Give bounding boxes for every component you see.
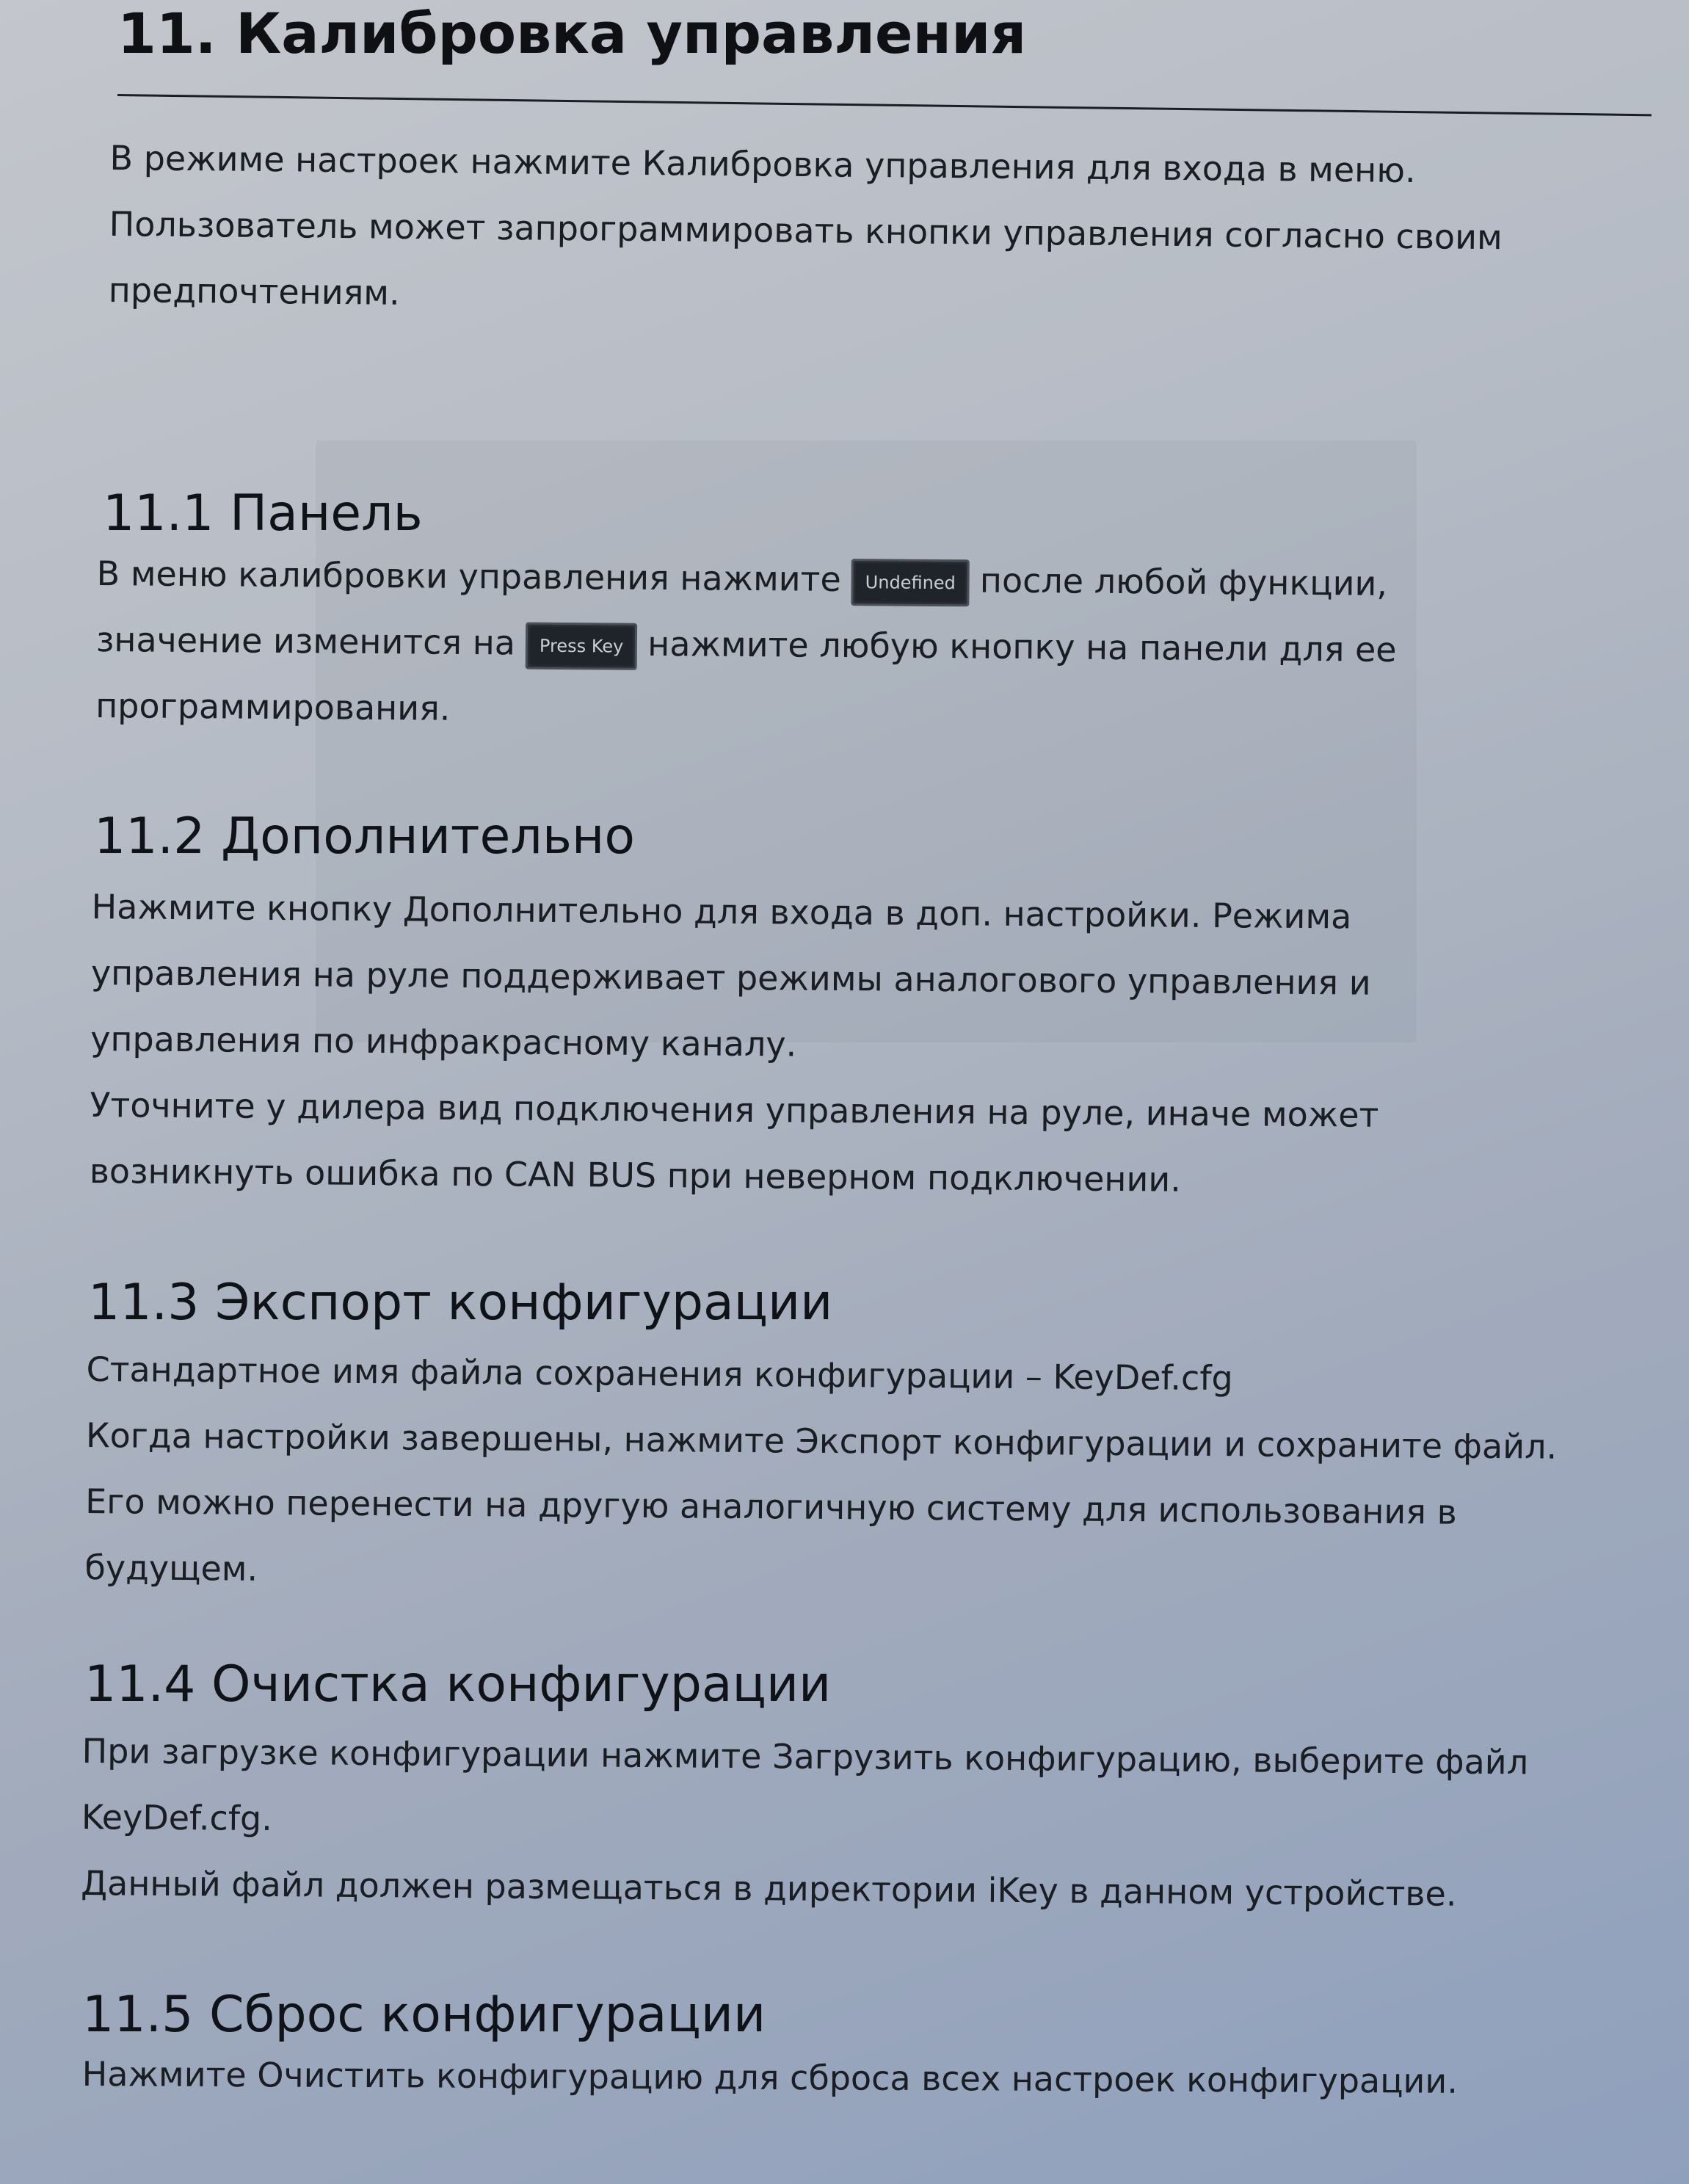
- intro-line: Пользователь может запрограммировать кнопки управления согласно своим: [109, 203, 1503, 258]
- body-line: Данный файл должен размещаться в директории iKey в данном устройстве.: [81, 1862, 1457, 1914]
- section-body-advanced: [89, 874, 1632, 1216]
- section-heading-advanced: 11.2 Дополнительно: [94, 808, 635, 866]
- body-line: [96, 606, 1638, 684]
- intro-paragraph: [108, 125, 1651, 338]
- intro-line: В режиме настроек нажмите Калибровка управления для входа в меню.: [109, 137, 1416, 191]
- body-line: программирования.: [95, 685, 451, 728]
- body-line: Когда настройки завершены, нажмите Экспорт конфигурации и сохраните файл.: [85, 1415, 1558, 1467]
- body-line: KeyDef.cfg.: [81, 1796, 273, 1839]
- section-heading-export: 11.3 Экспорт конфигурации: [88, 1274, 833, 1332]
- press-key-chip: Press Key: [526, 622, 638, 670]
- intro-line: предпочтениям.: [108, 269, 400, 313]
- body-line: Уточните у дилера вид подключения управления на руле, иначе может: [90, 1084, 1379, 1135]
- section-body-export: [84, 1336, 1628, 1612]
- body-line: При загрузке конфигурации нажмите Загрузить конфигурацию, выберите файл: [81, 1730, 1529, 1782]
- section-body-reset: [82, 2041, 1624, 2115]
- section-body-panel: [95, 540, 1638, 750]
- undefined-key-chip: Undefined: [851, 559, 970, 606]
- section-heading-clear: 11.4 Очистка конфигурации: [84, 1655, 832, 1713]
- page-title: 11. Калибровка управления: [117, 1, 1027, 66]
- body-text: нажмите любую кнопку на панели для ее: [647, 623, 1397, 670]
- body-line: возникнуть ошибка по CAN BUS при неверном подключении.: [89, 1150, 1182, 1200]
- body-line: Нажмите Очистить конфигурацию для сброса всех настроек конфигурации.: [81, 2053, 1459, 2101]
- body-line: управления на руле поддерживает режимы аналогового управления и: [90, 952, 1371, 1003]
- body-line: будущем.: [84, 1547, 258, 1589]
- section-heading-reset: 11.5 Сброс конфигурации: [82, 1986, 766, 2044]
- body-line: Стандартное имя файла сохранения конфигурации – KeyDef.cfg: [86, 1349, 1233, 1398]
- body-line: Его можно перенести на другую аналогичную систему для использования в: [85, 1481, 1457, 1532]
- body-text: после любой функции,: [979, 560, 1388, 603]
- section-body-clear: [81, 1718, 1624, 1928]
- section-heading-panel: 11.1 Панель: [103, 485, 423, 543]
- body-line: Нажмите кнопку Дополнительно для входа в доп. настройки. Режима: [91, 886, 1352, 937]
- body-line: управления по инфракрасному каналу.: [90, 1018, 797, 1064]
- body-text: В меню калибровки управления нажмите: [96, 553, 841, 599]
- body-text: значение изменится на: [95, 619, 516, 663]
- title-underline: [117, 94, 1652, 116]
- body-line: [96, 540, 1638, 618]
